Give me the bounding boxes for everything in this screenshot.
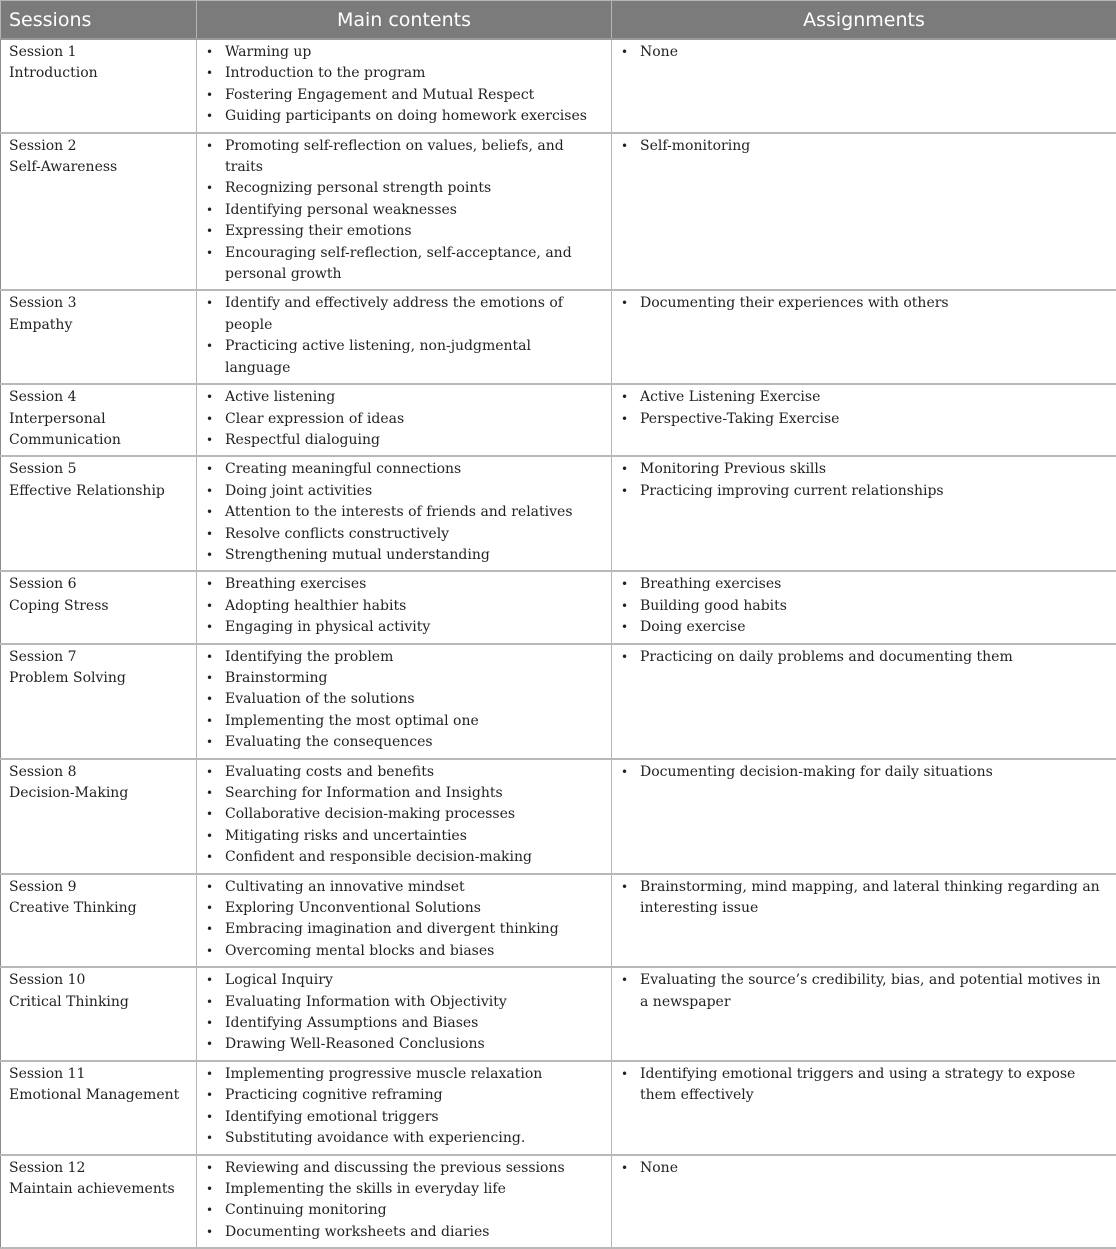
content-item: • Evaluation of the solutions: [205, 689, 603, 710]
session-cell: [1, 1061, 197, 1155]
content-item: • Identifying emotional triggers: [205, 1107, 603, 1128]
main-contents-cell: [197, 644, 612, 759]
content-item: • Identifying the problem: [205, 647, 603, 668]
assignment-item: • None: [620, 1158, 1108, 1179]
main-contents-cell-list: [205, 293, 603, 379]
session-number: Session 12: [9, 1158, 188, 1179]
content-item: • Recognizing personal strength points: [205, 178, 603, 199]
main-contents-cell-list: [205, 1064, 603, 1150]
content-item: • Resolve conflicts constructively: [205, 524, 603, 545]
content-item: • Identifying personal weaknesses: [205, 200, 603, 221]
main-contents-cell-list: [205, 647, 603, 754]
session-number: Session 10: [9, 970, 188, 991]
content-item: • Brainstorming: [205, 668, 603, 689]
assignments-cell: [612, 571, 1116, 643]
session-cell: [1, 133, 197, 291]
content-item: • Active listening: [205, 387, 603, 408]
session-title: Creative Thinking: [9, 898, 188, 919]
assignments-cell: [612, 644, 1116, 759]
main-contents-cell: [197, 967, 612, 1061]
table-row: [1, 1155, 1116, 1249]
main-contents-cell-list: [205, 877, 603, 963]
main-contents-cell-list: [205, 136, 603, 286]
assignment-item: • Brainstorming, mind mapping, and lateral thinking regarding an interesting issue: [620, 877, 1108, 920]
table-row: [1, 133, 1116, 291]
content-item: • Overcoming mental blocks and biases: [205, 941, 603, 962]
content-item: • Implementing progressive muscle relaxation: [205, 1064, 603, 1085]
session-cell: [1, 456, 197, 571]
session-number: Session 1: [9, 42, 188, 63]
content-item: • Doing joint activities: [205, 481, 603, 502]
assignments-cell-list: [620, 459, 1108, 502]
content-item: • Confident and responsible decision-making: [205, 847, 603, 868]
session-number: Session 3: [9, 293, 188, 314]
session-title: Empathy: [9, 315, 188, 336]
table-row: [1, 874, 1116, 968]
assignments-cell: [612, 133, 1116, 291]
content-item: • Engaging in physical activity: [205, 617, 603, 638]
header-assignments: Assignments: [612, 1, 1116, 40]
main-contents-cell-list: [205, 42, 603, 128]
content-item: • Respectful dialoguing: [205, 430, 603, 451]
content-item: • Searching for Information and Insights: [205, 783, 603, 804]
header-sessions: Sessions: [1, 1, 197, 40]
assignment-item: • Identifying emotional triggers and using a strategy to expose them effectively: [620, 1064, 1108, 1107]
content-item: • Implementing the most optimal one: [205, 711, 603, 732]
content-item: • Documenting worksheets and diaries: [205, 1222, 603, 1243]
content-item: • Introduction to the program: [205, 63, 603, 84]
session-number: Session 6: [9, 574, 188, 595]
main-contents-cell-list: [205, 387, 603, 451]
main-contents-cell: [197, 1155, 612, 1249]
table-header: [1, 1, 1116, 40]
assignments-cell-list: [620, 877, 1108, 920]
session-title: Maintain achievements: [9, 1179, 188, 1200]
content-item: • Continuing monitoring: [205, 1200, 603, 1221]
content-item: • Practicing cognitive reframing: [205, 1085, 603, 1106]
content-item: • Identify and effectively address the emotions of people: [205, 293, 603, 336]
assignments-cell: [612, 384, 1116, 456]
assignments-cell-list: [620, 42, 1108, 63]
assignments-cell-list: [620, 574, 1108, 638]
session-title: Critical Thinking: [9, 992, 188, 1013]
assignment-item: • Breathing exercises: [620, 574, 1108, 595]
assignments-cell: [612, 456, 1116, 571]
session-title: Problem Solving: [9, 668, 188, 689]
session-title: Decision-Making: [9, 783, 188, 804]
assignments-cell-list: [620, 1064, 1108, 1107]
table-row: [1, 290, 1116, 384]
assignment-item: • Building good habits: [620, 596, 1108, 617]
assignment-item: • Documenting their experiences with others: [620, 293, 1108, 314]
session-cell: [1, 571, 197, 643]
content-item: • Cultivating an innovative mindset: [205, 877, 603, 898]
content-item: • Collaborative decision-making processes: [205, 804, 603, 825]
header-main-contents: Main contents: [197, 1, 612, 40]
session-number: Session 4: [9, 387, 188, 408]
session-title: Self-Awareness: [9, 157, 188, 178]
main-contents-cell-list: [205, 970, 603, 1056]
assignments-cell-list: [620, 293, 1108, 314]
table-row: [1, 1061, 1116, 1155]
session-number: Session 8: [9, 762, 188, 783]
content-item: • Strengthening mutual understanding: [205, 545, 603, 566]
assignment-item: • Self-monitoring: [620, 136, 1108, 157]
main-contents-cell-list: [205, 1158, 603, 1244]
assignment-item: • Active Listening Exercise: [620, 387, 1108, 408]
table-row: [1, 571, 1116, 643]
session-cell: [1, 39, 197, 133]
assignments-cell: [612, 39, 1116, 133]
main-contents-cell: [197, 1061, 612, 1155]
assignment-item: • Evaluating the source’s credibility, bias, and potential motives in a newspaper: [620, 970, 1108, 1013]
content-item: • Evaluating Information with Objectivity: [205, 992, 603, 1013]
session-cell: [1, 1155, 197, 1249]
table-row: [1, 967, 1116, 1061]
content-item: • Reviewing and discussing the previous sessions: [205, 1158, 603, 1179]
table-body: [1, 39, 1116, 1248]
main-contents-cell: [197, 571, 612, 643]
content-item: • Fostering Engagement and Mutual Respect: [205, 85, 603, 106]
session-title: Introduction: [9, 63, 188, 84]
content-item: • Identifying Assumptions and Biases: [205, 1013, 603, 1034]
assignments-cell: [612, 874, 1116, 968]
content-item: • Practicing active listening, non-judgmental language: [205, 336, 603, 379]
main-contents-cell: [197, 384, 612, 456]
content-item: • Adopting healthier habits: [205, 596, 603, 617]
assignment-item: • None: [620, 42, 1108, 63]
assignments-cell-list: [620, 647, 1108, 668]
session-number: Session 7: [9, 647, 188, 668]
session-number: Session 9: [9, 877, 188, 898]
assignments-cell: [612, 1155, 1116, 1249]
table-row: [1, 384, 1116, 456]
session-number: Session 2: [9, 136, 188, 157]
session-cell: [1, 874, 197, 968]
content-item: • Logical Inquiry: [205, 970, 603, 991]
main-contents-cell: [197, 39, 612, 133]
content-item: • Warming up: [205, 42, 603, 63]
assignment-item: • Practicing on daily problems and documenting them: [620, 647, 1108, 668]
table-row: [1, 39, 1116, 133]
main-contents-cell-list: [205, 574, 603, 638]
session-number: Session 11: [9, 1064, 188, 1085]
assignments-cell-list: [620, 387, 1108, 430]
table-row: [1, 759, 1116, 874]
assignment-item: • Doing exercise: [620, 617, 1108, 638]
header-row: [1, 1, 1116, 40]
main-contents-cell: [197, 759, 612, 874]
content-item: • Mitigating risks and uncertainties: [205, 826, 603, 847]
table-row: [1, 456, 1116, 571]
session-cell: [1, 290, 197, 384]
content-item: • Breathing exercises: [205, 574, 603, 595]
content-item: • Expressing their emotions: [205, 221, 603, 242]
assignment-item: • Monitoring Previous skills: [620, 459, 1108, 480]
main-contents-cell: [197, 290, 612, 384]
session-cell: [1, 644, 197, 759]
content-item: • Guiding participants on doing homework exercises: [205, 106, 603, 127]
main-contents-cell: [197, 874, 612, 968]
assignment-item: • Documenting decision-making for daily situations: [620, 762, 1108, 783]
assignments-cell: [612, 967, 1116, 1061]
main-contents-cell: [197, 133, 612, 291]
content-item: • Attention to the interests of friends and relatives: [205, 502, 603, 523]
session-title: Effective Relationship: [9, 481, 188, 502]
assignments-cell-list: [620, 970, 1108, 1013]
assignments-cell-list: [620, 1158, 1108, 1179]
content-item: • Implementing the skills in everyday life: [205, 1179, 603, 1200]
session-number: Session 5: [9, 459, 188, 480]
session-title: Interpersonal Communication: [9, 409, 188, 452]
content-item: • Substituting avoidance with experiencing.: [205, 1128, 603, 1149]
session-title: Emotional Management: [9, 1085, 188, 1106]
assignment-item: • Practicing improving current relationships: [620, 481, 1108, 502]
assignments-cell: [612, 1061, 1116, 1155]
session-cell: [1, 384, 197, 456]
assignments-cell: [612, 290, 1116, 384]
content-item: • Exploring Unconventional Solutions: [205, 898, 603, 919]
main-contents-cell-list: [205, 762, 603, 869]
content-item: • Evaluating the consequences: [205, 732, 603, 753]
main-contents-cell-list: [205, 459, 603, 566]
content-item: • Creating meaningful connections: [205, 459, 603, 480]
assignments-cell: [612, 759, 1116, 874]
content-item: • Evaluating costs and benefits: [205, 762, 603, 783]
session-cell: [1, 759, 197, 874]
table-row: [1, 644, 1116, 759]
content-item: • Encouraging self-reflection, self-acceptance, and personal growth: [205, 243, 603, 286]
content-item: • Clear expression of ideas: [205, 409, 603, 430]
content-item: • Drawing Well-Reasoned Conclusions: [205, 1034, 603, 1055]
session-cell: [1, 967, 197, 1061]
session-title: Coping Stress: [9, 596, 188, 617]
assignments-cell-list: [620, 136, 1108, 157]
assignments-cell-list: [620, 762, 1108, 783]
content-item: • Embracing imagination and divergent thinking: [205, 919, 603, 940]
content-item: • Promoting self-reflection on values, beliefs, and traits: [205, 136, 603, 179]
main-contents-cell: [197, 456, 612, 571]
assignment-item: • Perspective-Taking Exercise: [620, 409, 1108, 430]
